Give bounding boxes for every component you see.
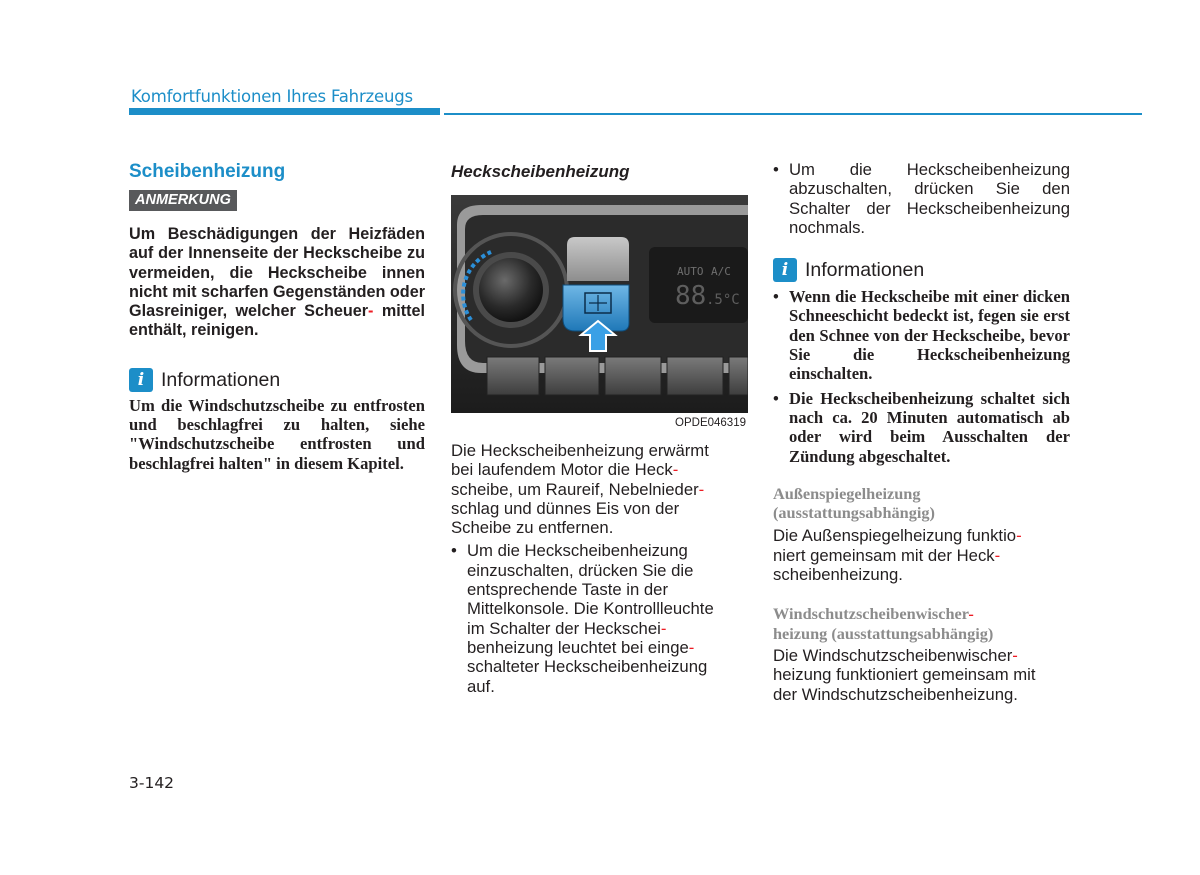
intro-line bbox=[451, 480, 748, 499]
bullet-line: Um die Heckscheibenheizung bbox=[467, 541, 688, 561]
bullet-dot: • bbox=[773, 287, 779, 307]
image-caption: OPDE046319 bbox=[675, 417, 746, 429]
text-line: heizung funktioniert gemeinsam mit bbox=[773, 665, 1036, 685]
console-illustration bbox=[451, 195, 748, 431]
note-text-end: mittel enthält, reinigen. bbox=[129, 302, 426, 340]
bullet-dot: • bbox=[773, 160, 779, 179]
heading-line: heizung (ausstattungsabhängig) bbox=[773, 623, 994, 643]
info-icon: i bbox=[773, 258, 797, 282]
info-text: Um die Windschutzscheibe zu entfrosten und beschlagfrei zu halten, siehe "Windschutzscheibe entfrosten und beschlagfrei halten" in diesem Kapitel. bbox=[129, 395, 425, 473]
info-heading-label: Informationen bbox=[161, 368, 281, 391]
header-accent-bar bbox=[129, 108, 440, 115]
text-line bbox=[773, 646, 1070, 665]
text-line-content: Die Windschutzscheibenwischer bbox=[773, 645, 1013, 665]
hyphen-mark: - bbox=[698, 479, 705, 499]
page-number: 3-142 bbox=[129, 774, 175, 792]
text-line: scheibenheizung. bbox=[773, 565, 903, 585]
info-bullet-text: Wenn die Heckscheibe mit einer dicken Schneeschicht bedeckt ist, fegen sie erst den Schnee von der Heckscheibe, bevor Sie die Heckscheibenheizung einschalten. bbox=[789, 287, 1070, 384]
display-auto-label: AUTO bbox=[677, 265, 704, 278]
hyphen-mark: - bbox=[1012, 645, 1018, 665]
info-bullet-timer bbox=[773, 389, 1070, 466]
intro-line-text: bei laufendem Motor die Heck bbox=[451, 460, 673, 480]
mirror-heating-heading bbox=[773, 484, 1070, 523]
text-line-content: niert gemeinsam mit der Heck bbox=[773, 545, 995, 565]
intro-line-text: scheibe, um Raureif, Nebelnieder bbox=[451, 479, 699, 499]
section-title-scheibenheizung: Scheibenheizung bbox=[129, 161, 286, 182]
bullet-text: Um die Heckscheibenheizung abzuschalten, drücken Sie den Schalter der Heckscheibenheizung nochmals. bbox=[789, 160, 1070, 237]
bullet-line: schalteter Heckscheibenheizung bbox=[467, 657, 708, 677]
text-line: der Windschutzscheibenheizung. bbox=[773, 684, 1018, 704]
intro-line: Die Heckscheibenheizung erwärmt bbox=[451, 441, 709, 460]
wiper-heating-heading bbox=[773, 604, 1070, 643]
console-photo bbox=[451, 195, 748, 431]
info-heading bbox=[773, 258, 1070, 282]
info-bullet-snow bbox=[773, 287, 1070, 383]
bullet-dot: • bbox=[773, 388, 779, 408]
subsection-title-heckscheibenheizung: Heckscheibenheizung bbox=[451, 162, 630, 181]
column-right bbox=[773, 160, 1070, 704]
hyphen-mark: - bbox=[1016, 526, 1022, 546]
display-temp-unit: .5°C bbox=[706, 292, 740, 308]
text-line bbox=[773, 546, 1070, 565]
info-heading-label: Informationen bbox=[805, 259, 925, 282]
bullet-line: auf. bbox=[467, 676, 495, 696]
wiper-heating-text bbox=[773, 646, 1070, 704]
heading-line-text: Windschutzscheibenwischer bbox=[773, 604, 969, 624]
intro-line: Scheibe zu entfernen. bbox=[451, 518, 614, 538]
bullet-line bbox=[467, 619, 748, 638]
display-temp-digits: 88 bbox=[675, 281, 707, 311]
note-text-main: Um Beschädigungen der Heizfäden auf der Innenseite der Heckscheibe zu vermeiden, die Heckscheibe innen nicht mit scharfen Gegenständen oder Glasreiniger, welcher Scheuer bbox=[129, 225, 425, 321]
bullet-abschalten bbox=[773, 160, 1070, 237]
bullet-einschalten bbox=[451, 541, 748, 695]
bullet-line bbox=[467, 638, 748, 657]
column-middle bbox=[451, 160, 748, 696]
bullet-line-text: im Schalter der Heckschei bbox=[467, 618, 661, 638]
chapter-header-title: Komfortfunktionen Ihres Fahrzeugs bbox=[131, 87, 413, 106]
bullet-line-text: benheizung leuchtet bei einge bbox=[467, 637, 689, 657]
info-bullet-text: Die Heckscheibenheizung schaltet sich nach ca. 20 Minuten automatisch ab oder wird beim Ausschalten der Zündung abgeschaltet. bbox=[789, 388, 1070, 466]
info-heading bbox=[129, 368, 425, 392]
heading-line: (ausstattungsabhängig) bbox=[773, 503, 935, 523]
mirror-heating-text bbox=[773, 526, 1070, 584]
bullet-line: Mittelkonsole. Die Kontrollleuchte bbox=[467, 599, 714, 619]
column-left bbox=[129, 160, 425, 473]
note-badge: ANMERKUNG bbox=[129, 190, 237, 211]
bullet-line: entsprechende Taste in der bbox=[467, 580, 669, 600]
info-icon: i bbox=[129, 368, 153, 392]
bullet-dot: • bbox=[451, 541, 457, 561]
intro-line: schlag und dünnes Eis von der bbox=[451, 498, 680, 518]
hyphen-mark: - bbox=[660, 618, 667, 638]
hyphen-mark: - bbox=[688, 637, 695, 657]
display-ac-label: A/C bbox=[711, 265, 731, 278]
text-line bbox=[773, 526, 1070, 545]
hyphen-mark: - bbox=[994, 545, 1001, 565]
bullet-line: einzuschalten, drücken Sie die bbox=[467, 560, 694, 580]
intro-line bbox=[451, 460, 748, 479]
heading-line: Außenspiegelheizung bbox=[773, 483, 921, 503]
text-line-content: Die Außenspiegelheizung funktio bbox=[773, 526, 1017, 546]
heading-line bbox=[773, 604, 1070, 623]
header-rule bbox=[444, 113, 1142, 115]
hyphen-mark: - bbox=[672, 460, 679, 480]
intro-paragraph bbox=[451, 441, 748, 537]
hyphen-mark: - bbox=[368, 302, 374, 321]
note-text bbox=[129, 225, 425, 341]
hyphen-mark: - bbox=[968, 604, 974, 624]
